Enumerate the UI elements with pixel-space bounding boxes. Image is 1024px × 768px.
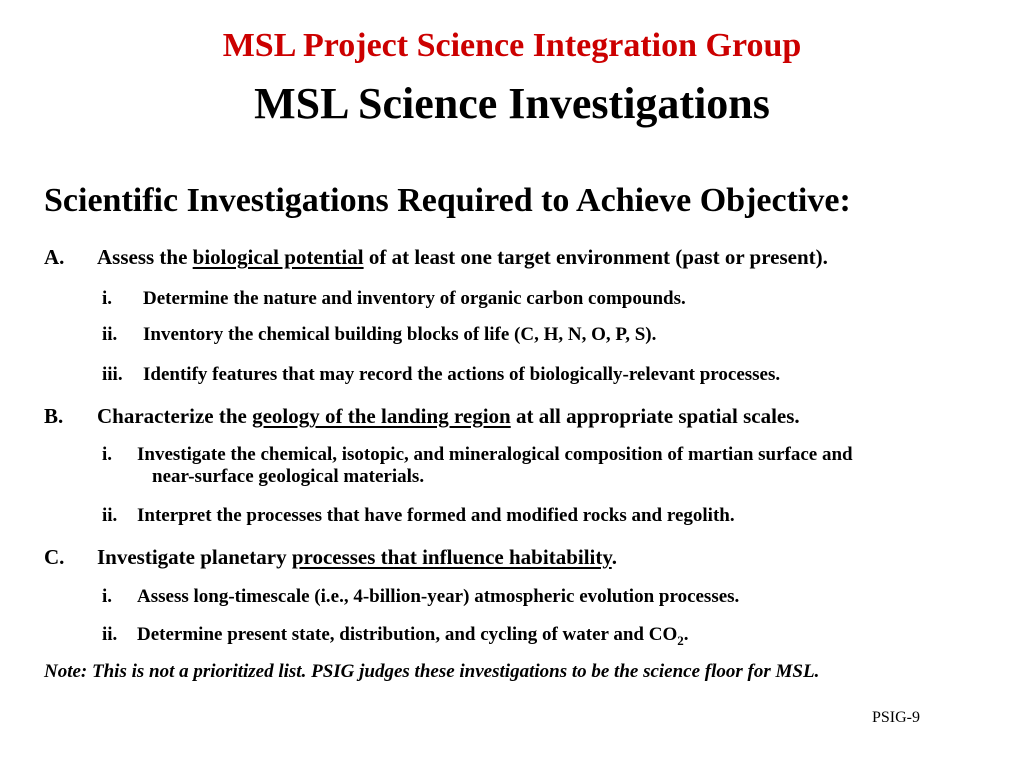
- sub-text: Investigate the chemical, isotopic, and mineralogical composition of martian surface and: [137, 444, 853, 465]
- sub-text: Determine present state, distribution, and cycling of water and $CO_2$.: [137, 624, 689, 648]
- item-keyword: biological potential: [192, 245, 364, 269]
- item-text: Investigate planetary processes that influence habitability.: [97, 545, 617, 569]
- item-marker: C.: [44, 545, 65, 569]
- sub-marker: i.: [102, 444, 113, 465]
- item-text: Characterize the geology of the landing region at all appropriate spatial scales.: [97, 404, 800, 428]
- title-main: MSL Science Investigations: [254, 79, 770, 128]
- note: Note: This is not a prioritized list. PSIG judges these investigations to be the science floor for MSL.: [44, 661, 820, 682]
- item-marker: B.: [44, 404, 64, 428]
- item-keyword: processes that influence habitability: [291, 545, 612, 569]
- sub-marker: i.: [102, 586, 113, 607]
- item-keyword: geology of the landing region: [252, 404, 511, 428]
- sub-text: Assess long-timescale (i.e., 4-billion-year) atmospheric evolution processes.: [137, 586, 740, 607]
- sub-marker: iii.: [102, 364, 123, 385]
- sub-text: Identify features that may record the actions of biologically-relevant processes.: [143, 364, 781, 385]
- title-group: MSL Project Science Integration Group: [222, 27, 802, 64]
- sub-marker: ii.: [102, 505, 118, 526]
- sub-text: Determine the nature and inventory of organic carbon compounds.: [143, 288, 686, 309]
- sub-marker: i.: [102, 288, 113, 309]
- sub-text: Inventory the chemical building blocks of life (C, H, N, O, P, S).: [143, 324, 657, 345]
- item-marker: A.: [44, 245, 65, 269]
- sub-text: Interpret the processes that have formed and modified rocks and regolith.: [137, 505, 735, 526]
- sub-marker: ii.: [102, 324, 118, 345]
- sub-text-continued: near-surface geological materials.: [152, 466, 425, 487]
- page-label: PSIG-9: [872, 709, 921, 726]
- sub-marker: ii.: [102, 624, 118, 645]
- subscript: 2: [677, 632, 684, 648]
- item-text: Assess the biological potential of at least one target environment (past or present).: [97, 245, 828, 269]
- section-heading: Scientific Investigations Required to Achieve Objective:: [44, 182, 851, 219]
